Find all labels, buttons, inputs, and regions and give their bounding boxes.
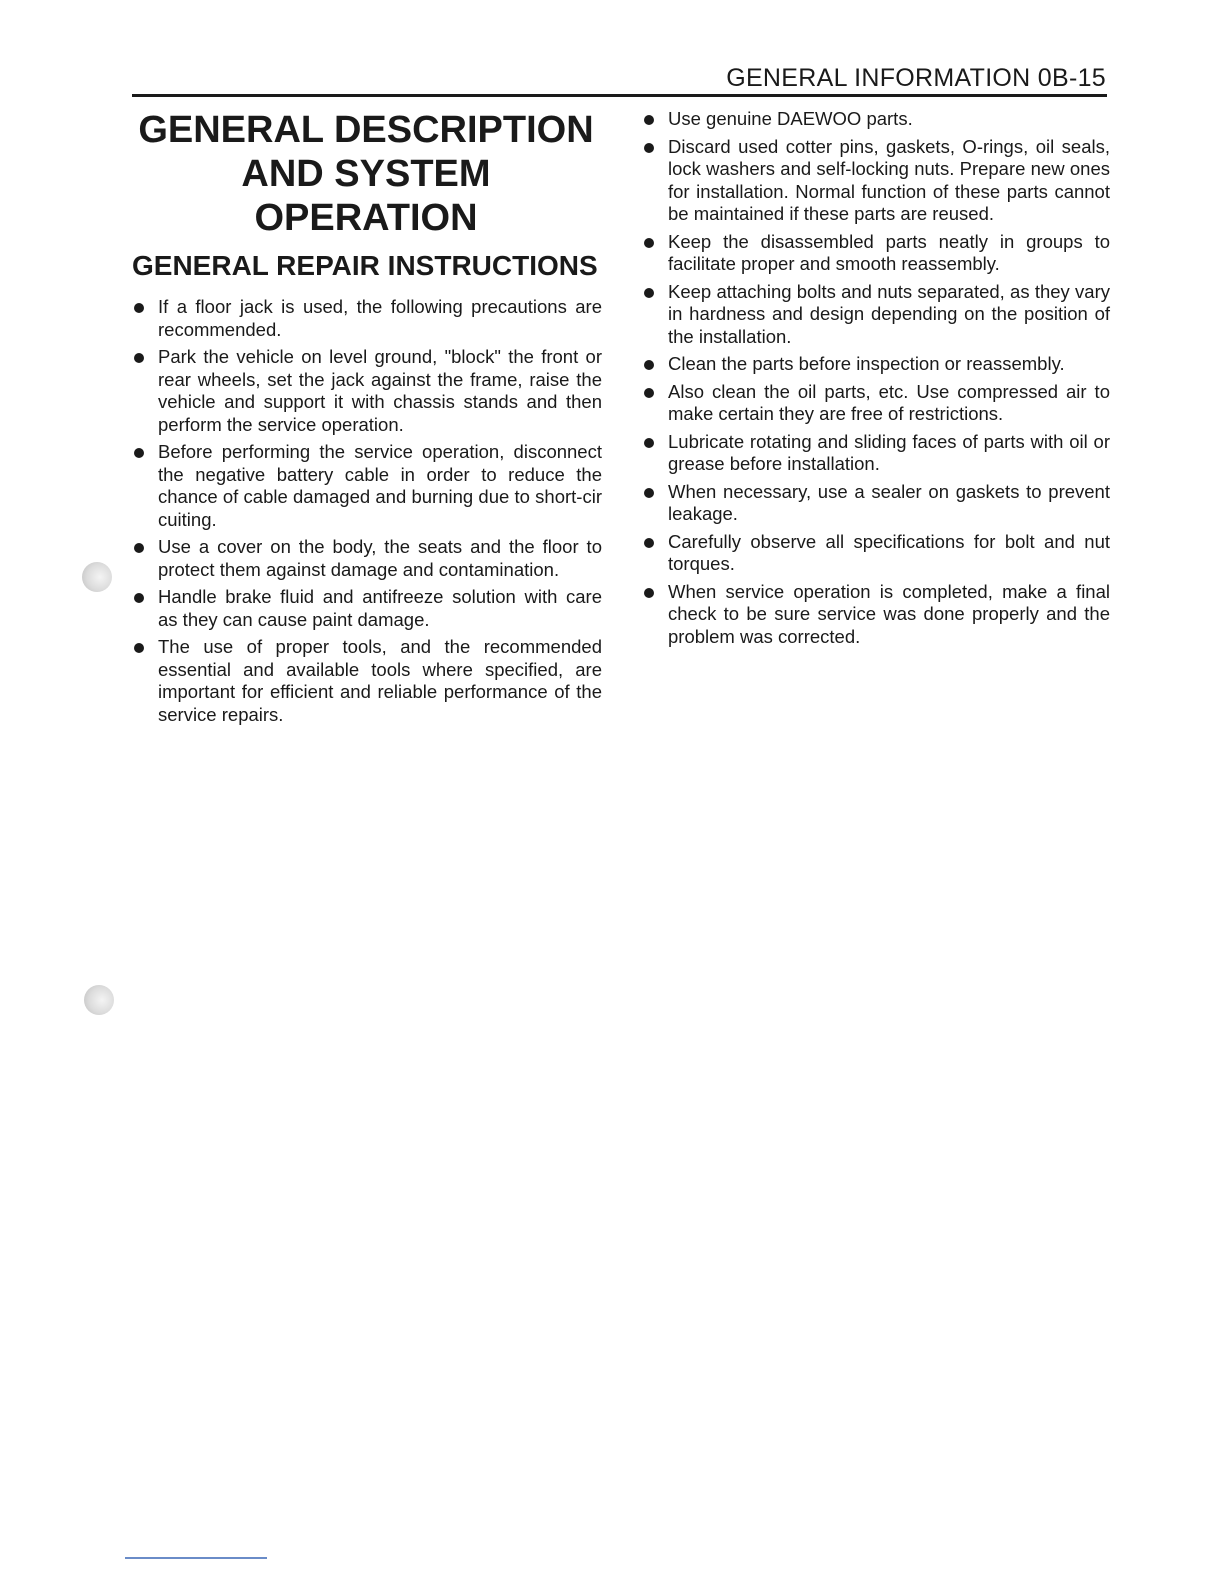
right-column	[640, 108, 1110, 653]
list-item	[640, 108, 1110, 131]
list-item	[130, 296, 602, 341]
list-item	[640, 381, 1110, 426]
list-item	[640, 431, 1110, 476]
list-item	[640, 281, 1110, 349]
list-item	[130, 441, 602, 531]
list-item	[130, 536, 602, 581]
list-item	[130, 586, 602, 631]
list-item	[130, 346, 602, 436]
list-item-text: Park the vehicle on level ground, "block" the front or rear wheels, set the jack against the frame, raise the vehicle and support it with chassis stands and then perform the service operation.	[158, 346, 602, 435]
bullet-icon	[134, 303, 144, 313]
bullet-icon	[644, 488, 654, 498]
header-rule	[132, 94, 1107, 97]
bullet-icon	[644, 360, 654, 370]
left-bullet-list	[130, 296, 602, 726]
list-item-text: Use a cover on the body, the seats and the floor to protect them against damage and contamination.	[158, 536, 602, 580]
bullet-icon	[644, 388, 654, 398]
right-bullet-list	[640, 108, 1110, 648]
list-item	[640, 531, 1110, 576]
list-item	[640, 136, 1110, 226]
bullet-icon	[644, 588, 654, 598]
bullet-icon	[134, 543, 144, 553]
list-item-text: When necessary, use a sealer on gaskets to prevent leakage.	[668, 480, 1110, 524]
list-item-text: Clean the parts before inspection or reassembly.	[668, 353, 1065, 374]
list-item-text: Handle brake fluid and antifreeze solution with care as they can cause paint damage.	[158, 586, 602, 630]
list-item-text: Carefully observe all specifications for bolt and nut torques.	[668, 530, 1110, 574]
list-item	[640, 581, 1110, 649]
bullet-icon	[644, 238, 654, 248]
running-header: GENERAL INFORMATION 0B-15	[726, 64, 1106, 92]
bullet-icon	[644, 438, 654, 448]
list-item	[130, 636, 602, 726]
list-item-text: Use genuine DAEWOO parts.	[668, 108, 913, 129]
list-item-text: Lubricate rotating and sliding faces of parts with oil or grease before installation.	[668, 430, 1110, 474]
list-item-text: Before performing the service operation, disconnect the negative battery cable in order to reduce the chance of cable damaged and burning due to short-cir cuiting.	[158, 441, 602, 530]
bullet-icon	[644, 288, 654, 298]
list-item-text: When service operation is completed, make a final check to be sure service was done properly and the problem was corrected.	[668, 580, 1110, 647]
footer-line	[125, 1557, 267, 1559]
punch-hole-lower	[84, 985, 114, 1015]
left-column	[130, 108, 602, 731]
bullet-icon	[134, 593, 144, 603]
section-subtitle: GENERAL REPAIR INSTRUCTIONS	[132, 250, 598, 281]
list-item-text: Keep attaching bolts and nuts separated, as they vary in hardness and design depending on the position of the installation.	[668, 280, 1110, 347]
list-item-text: Also clean the oil parts, etc. Use compressed air to make certain they are free of restrictions.	[668, 380, 1110, 424]
list-item	[640, 353, 1110, 376]
list-item-text: If a floor jack is used, the following precautions are recommended.	[158, 296, 602, 340]
bullet-icon	[134, 448, 144, 458]
section-title-line-1: GENERAL DESCRIPTION	[138, 109, 594, 151]
bullet-icon	[134, 643, 144, 653]
list-item	[640, 231, 1110, 276]
list-item-text: Keep the disassembled parts neatly in groups to facilitate proper and smooth reassembly.	[668, 230, 1110, 274]
list-item	[640, 481, 1110, 526]
punch-hole-upper	[82, 562, 112, 592]
section-title-line-2: AND SYSTEM OPERATION	[241, 153, 491, 239]
bullet-icon	[644, 143, 654, 153]
bullet-icon	[134, 353, 144, 363]
bullet-icon	[644, 538, 654, 548]
bullet-icon	[644, 115, 654, 125]
section-title	[130, 108, 602, 240]
list-item-text: Discard used cotter pins, gaskets, O-rings, oil seals, lock washers and self-locking nuts. Prepare new ones for installation. Normal function of these parts cannot be maintained if these parts are reused.	[668, 135, 1110, 224]
list-item-text: The use of proper tools, and the recommended essential and available tools where specified, are important for efficient and reliable performance of the service repairs.	[158, 636, 602, 725]
